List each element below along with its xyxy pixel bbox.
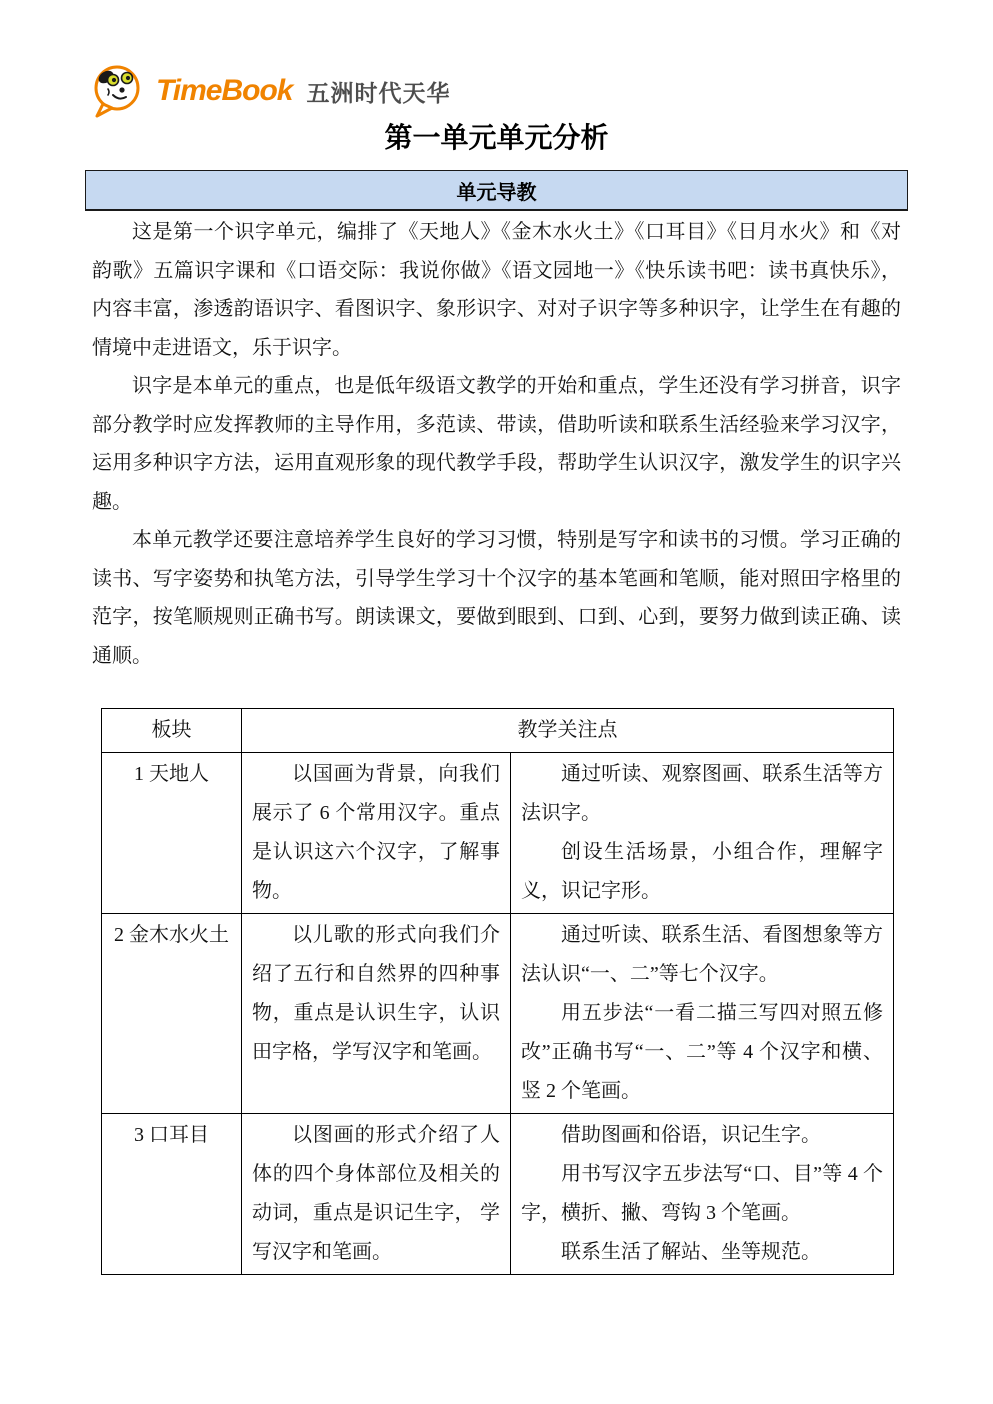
description-cell (242, 753, 511, 914)
intro-paragraph-3: 本单元教学还要注意培养学生良好的学习习惯，特别是写字和读书的习惯。学习正确的读书、写字姿势和执笔方法，引导学生学习十个汉字的基本笔画和笔顺，能对照田字格里的范字，按笔顺规则正确书写。朗读课文，要做到眼到、口到、心到，要努力做到读正确、读通顺。 (92, 529, 901, 667)
brand-logo (88, 62, 450, 120)
section-header-bar (85, 170, 908, 211)
table-row (102, 753, 894, 914)
section-header-label: 单元导教 (456, 181, 537, 204)
intro-paragraph-2: 识字是本单元的重点，也是低年级语文教学的开始和重点，学生还没有学习拼音，识字部分教学时应发挥教师的主导作用，多范读、带读，借助听读和联系生活经验来学习汉字，运用多种识字方法，运用直观形象的现代教学手段，帮助学生认识汉字，激发学生的识字兴趣。 (92, 375, 901, 513)
table-row (102, 1114, 894, 1275)
focus-paragraph: 通过听读、联系生活、看图想象等方法认识“一、二”等七个汉字。 (521, 924, 883, 985)
description-cell (242, 1114, 511, 1275)
timebook-mascot-icon (88, 62, 146, 120)
description-paragraph: 以图画的形式介绍了人体的四个身体部位及相关的动词，重点是识记生字， 学写汉字和笔画。 (252, 1124, 500, 1263)
brand-name: TimeBook (156, 74, 293, 107)
intro-text (92, 213, 901, 675)
focus-cell (511, 914, 894, 1114)
focus-paragraph: 用五步法“一看二描三写四对照五修改”正确书写“一、二”等 4 个汉字和横、竖 2 个笔画。 (521, 1002, 883, 1102)
teaching-focus-table (101, 708, 894, 1275)
table-row (102, 914, 894, 1114)
company-name: 五洲时代天华 (306, 79, 451, 106)
table-header-row (102, 709, 894, 753)
table-header-module: 板块 (102, 709, 242, 753)
focus-paragraph: 创设生活场景，小组合作，理解字义，识记字形。 (521, 841, 883, 902)
page-title: 第一单元单元分析 (384, 123, 609, 154)
focus-paragraph: 联系生活了解站、坐等规范。 (561, 1241, 821, 1263)
focus-paragraph: 通过听读、观察图画、联系生活等方法识字。 (521, 763, 883, 824)
focus-paragraph: 借助图画和俗语，识记生字。 (561, 1124, 821, 1146)
intro-paragraph-1: 这是第一个识字单元，编排了《天地人》《金木水火土》《口耳目》《日月水火》和《对韵歌》五篇识字课和《口语交际：我说你做》《语文园地一》《快乐读书吧：读书真快乐》，内容丰富，渗透韵语识字、看图识字、象形识字、对对子识字等多种识字，让学生在有趣的情境中走进语文，乐于识字。 (92, 221, 901, 359)
description-paragraph: 以儿歌的形式向我们介绍了五行和自然界的四种事物，重点是认识生字，认识田字格，学写汉字和笔画。 (252, 924, 500, 1063)
module-cell: 2 金木水火土 (102, 914, 242, 1114)
module-cell: 1 天地人 (102, 753, 242, 914)
module-cell: 3 口耳目 (102, 1114, 242, 1275)
focus-paragraph: 用书写汉字五步法写“口、目”等 4 个字，横折、撇、弯钩 3 个笔画。 (521, 1163, 883, 1224)
focus-cell (511, 753, 894, 914)
description-cell (242, 914, 511, 1114)
description-paragraph: 以国画为背景，向我们展示了 6 个常用汉字。重点是认识这六个汉字，了解事物。 (252, 763, 500, 902)
table-header-focus: 教学关注点 (242, 709, 894, 753)
focus-cell (511, 1114, 894, 1275)
